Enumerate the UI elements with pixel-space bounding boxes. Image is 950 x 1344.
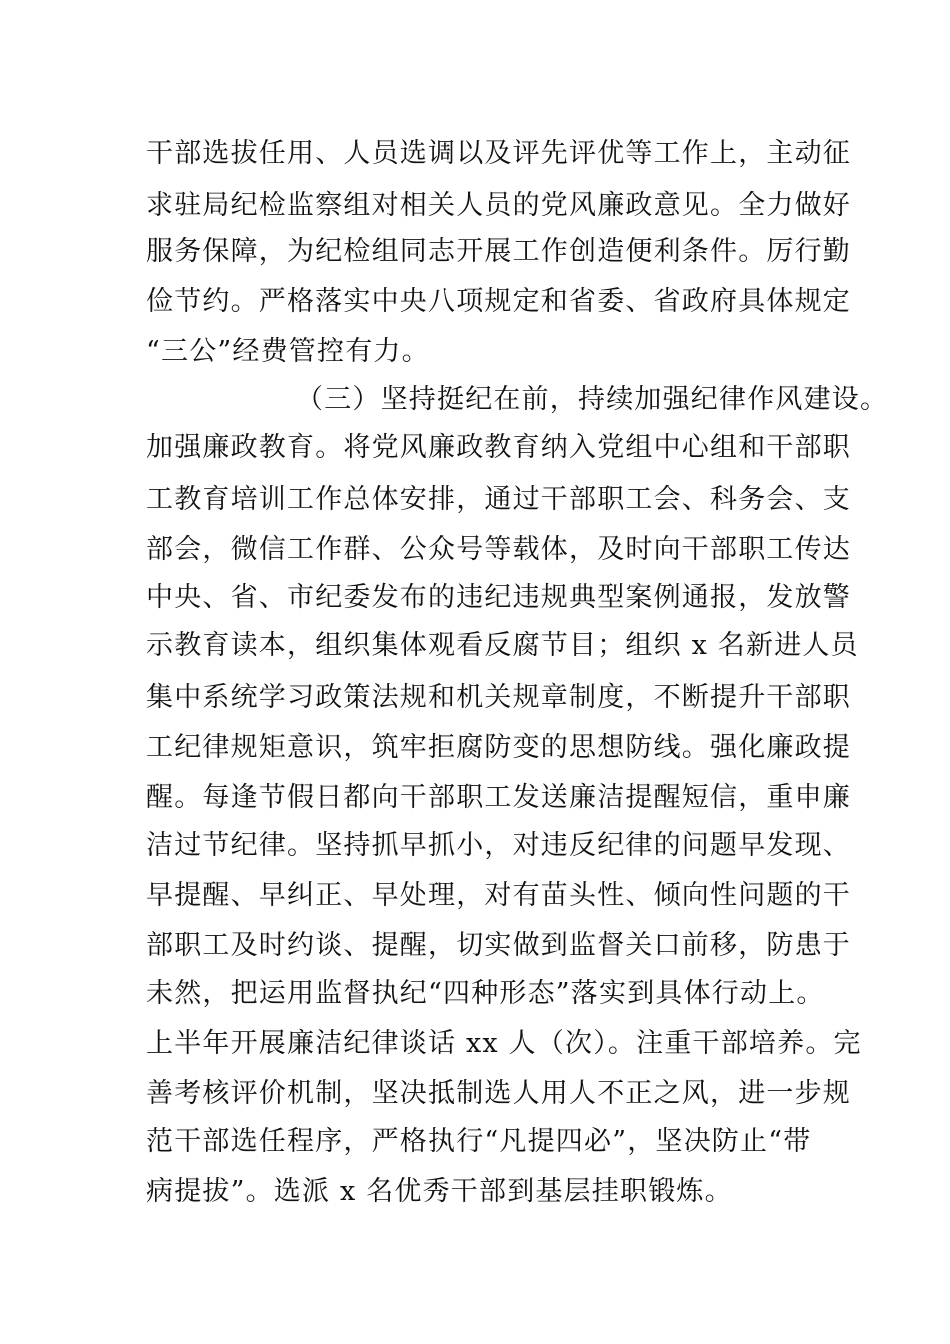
text-line-8: 工教育培训工作总体安排，通过干部职工会、科务会、支 bbox=[146, 484, 851, 515]
text-line-22: 病提拔”。选派 x 名优秀干部到基层挂职锻炼。 bbox=[146, 1176, 733, 1207]
text-line-21: 范干部选任程序，严格执行“凡提四必”，坚决防止“带 bbox=[146, 1126, 812, 1157]
text-line-19: 上半年开展廉洁纪律谈话 xx 人（次）。注重干部培养。完 bbox=[146, 1028, 862, 1059]
section-heading: （三）坚持挺纪在前，持续加强纪律作风建设。 bbox=[296, 384, 889, 415]
text-line-3: 服务保障，为纪检组同志开展工作创造便利条件。厉行勤 bbox=[146, 236, 851, 267]
text-line-5: “三公”经费管控有力。 bbox=[146, 336, 430, 367]
text-line-1: 干部选拔任用、人员选调以及评先评优等工作上，主动征 bbox=[146, 138, 851, 169]
text-line-18: 未然，把运用监督执纪“四种形态”落实到具体行动上。 bbox=[146, 978, 825, 1009]
text-line-11: 示教育读本，组织集体观看反腐节目；组织 x 名新进人员 bbox=[146, 630, 859, 661]
text-line-13: 工纪律规矩意识，筑牢拒腐防变的思想防线。强化廉政提 bbox=[146, 732, 851, 763]
text-line-12: 集中系统学习政策法规和机关规章制度，不断提升干部职 bbox=[146, 682, 851, 713]
text-line-16: 早提醒、早纠正、早处理，对有苗头性、倾向性问题的干 bbox=[146, 880, 851, 911]
text-line-15: 洁过节纪律。坚持抓早抓小，对违反纪律的问题早发现、 bbox=[146, 830, 851, 861]
text-line-7: 加强廉政教育。将党风廉政教育纳入党组中心组和干部职 bbox=[146, 432, 851, 463]
text-line-14: 醒。每逢节假日都向干部职工发送廉洁提醒短信，重申廉 bbox=[146, 782, 851, 813]
text-line-9: 部会，微信工作群、公众号等载体，及时向干部职工传达 bbox=[146, 534, 851, 565]
text-line-20: 善考核评价机制，坚决抵制选人用人不正之风，进一步规 bbox=[146, 1078, 851, 1109]
text-line-2: 求驻局纪检监察组对相关人员的党风廉政意见。全力做好 bbox=[146, 190, 851, 221]
text-line-4: 俭节约。严格落实中央八项规定和省委、省政府具体规定 bbox=[146, 286, 851, 317]
text-line-10: 中央、省、市纪委发布的违纪违规典型案例通报，发放警 bbox=[146, 582, 851, 613]
text-line-17: 部职工及时约谈、提醒，切实做到监督关口前移，防患于 bbox=[146, 930, 851, 961]
